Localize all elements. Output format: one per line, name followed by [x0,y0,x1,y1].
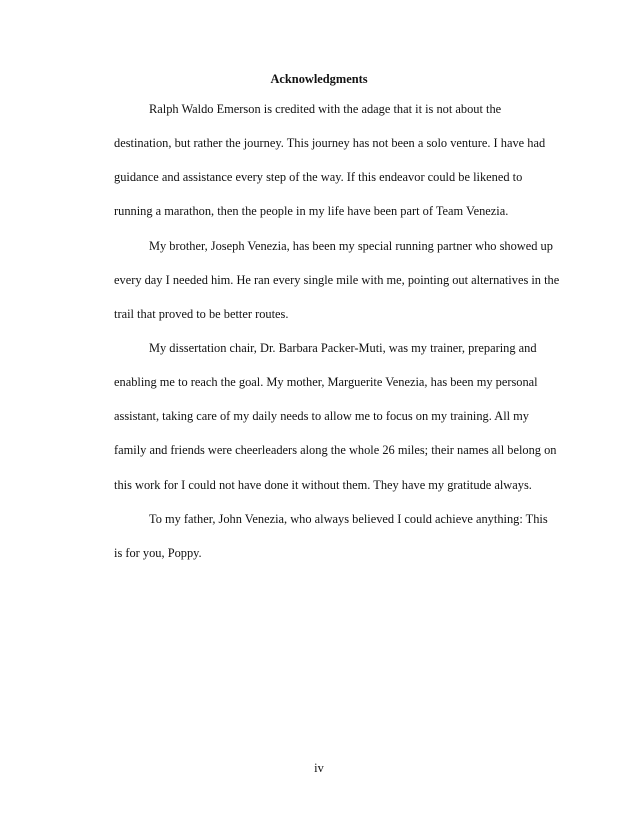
page-number: iv [314,761,324,775]
paragraph-2-line-2: every day I needed him. He ran every single mile with me, pointing out alternatives in the [114,273,560,287]
paragraph-3-line-4: family and friends were cheerleaders along the whole 26 miles; their names all belong on [114,443,557,457]
paragraph-1-line-1: Ralph Waldo Emerson is credited with the adage that it is not about the [149,102,502,116]
paragraph-4-line-1: To my father, John Venezia, who always believed I could achieve anything: This [149,512,548,526]
paragraph-3-line-1: My dissertation chair, Dr. Barbara Packer-Muti, was my trainer, preparing and [149,341,537,355]
paragraph-2-line-1: My brother, Joseph Venezia, has been my special running partner who showed up [149,239,553,253]
paragraph-3-line-5: this work for I could not have done it without them. They have my gratitude always. [114,478,532,492]
paragraph-3-line-3: assistant, taking care of my daily needs to allow me to focus on my training. All my [114,409,530,423]
paragraph-3-line-2: enabling me to reach the goal. My mother, Marguerite Venezia, has been my personal [114,375,538,389]
paragraph-1-line-3: guidance and assistance every step of the way. If this endeavor could be likened to [114,170,523,184]
paragraph-4-line-2: is for you, Poppy. [114,546,202,560]
paragraph-1-line-2: destination, but rather the journey. This journey has not been a solo venture. I have had [114,136,546,150]
paragraph-2-line-3: trail that proved to be better routes. [114,307,289,321]
paragraph-1-line-4: running a marathon, then the people in my life have been part of Team Venezia. [114,204,509,218]
page-title: Acknowledgments [270,72,368,86]
